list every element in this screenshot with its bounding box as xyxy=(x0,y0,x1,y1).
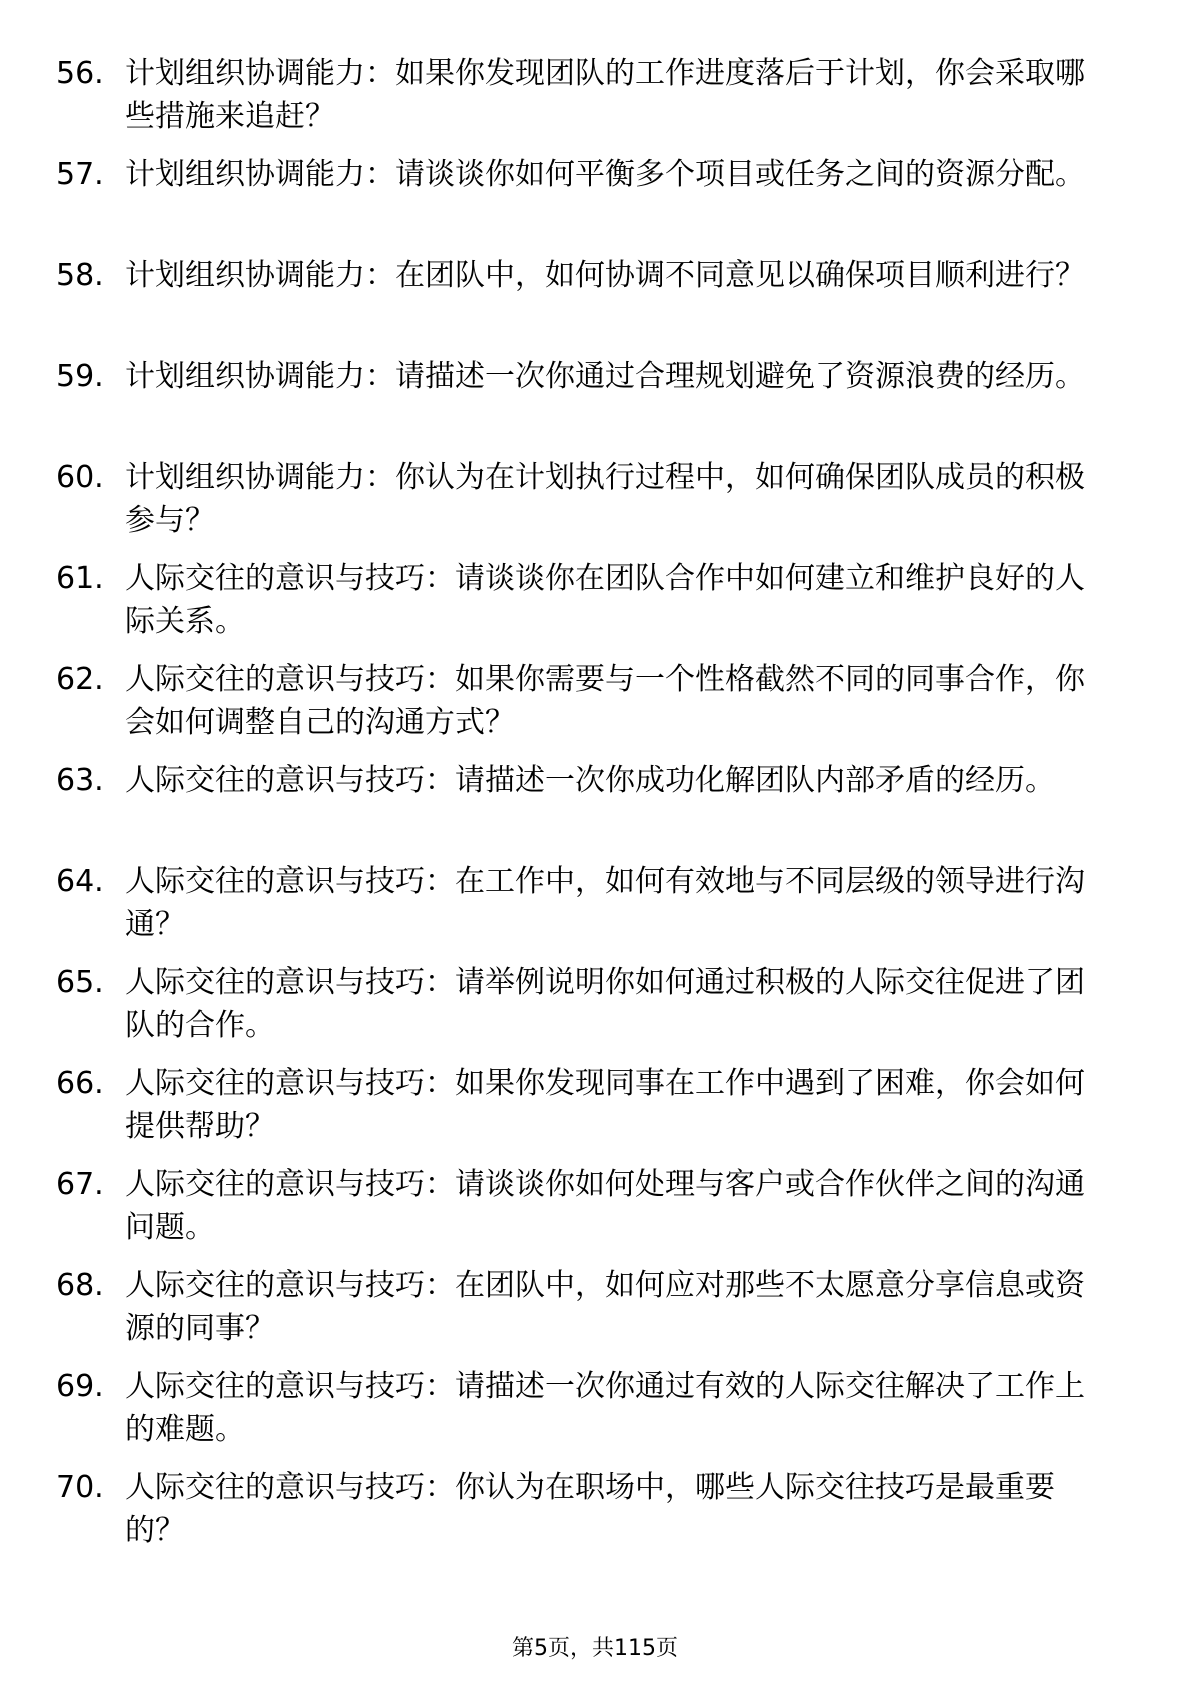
question-text: 计划组织协调能力：请谈谈你如何平衡多个项目或任务之间的资源分配。 xyxy=(125,157,1085,192)
question-item xyxy=(0,456,1190,557)
question-text: 人际交往的意识与技巧：在团队中，如何应对那些不太愿意分享信息或资源的同事？ xyxy=(125,1268,1085,1346)
question-item xyxy=(0,1365,1190,1466)
question-item xyxy=(0,557,1190,658)
question-number: 60. xyxy=(56,460,104,495)
question-number: 67. xyxy=(56,1167,104,1202)
question-number: 58. xyxy=(56,258,104,293)
question-item xyxy=(0,658,1190,759)
question-text: 人际交往的意识与技巧：如果你发现同事在工作中遇到了困难，你会如何提供帮助？ xyxy=(125,1066,1085,1144)
question-item xyxy=(0,355,1190,456)
question-number: 56. xyxy=(56,56,104,91)
question-text: 人际交往的意识与技巧：你认为在职场中，哪些人际交往技巧是最重要的？ xyxy=(125,1470,1055,1548)
question-number: 64. xyxy=(56,864,104,899)
question-item xyxy=(0,52,1190,153)
question-text: 计划组织协调能力：你认为在计划执行过程中，如何确保团队成员的积极参与？ xyxy=(125,460,1085,538)
question-number: 66. xyxy=(56,1066,104,1101)
question-text: 计划组织协调能力：如果你发现团队的工作进度落后于计划，你会采取哪些措施来追赶？ xyxy=(125,56,1085,134)
question-number: 70. xyxy=(56,1470,104,1505)
question-item xyxy=(0,961,1190,1062)
question-number: 59. xyxy=(56,359,104,394)
question-text: 人际交往的意识与技巧：请谈谈你在团队合作中如何建立和维护良好的人际关系。 xyxy=(125,561,1085,639)
question-item xyxy=(0,153,1190,254)
question-text: 计划组织协调能力：在团队中，如何协调不同意见以确保项目顺利进行？ xyxy=(125,258,1085,293)
question-text: 计划组织协调能力：请描述一次你通过合理规划避免了资源浪费的经历。 xyxy=(125,359,1085,394)
question-number: 61. xyxy=(56,561,104,596)
question-number: 57. xyxy=(56,157,104,192)
question-item xyxy=(0,254,1190,355)
question-item xyxy=(0,759,1190,860)
question-number: 63. xyxy=(56,763,104,798)
question-item xyxy=(0,860,1190,961)
question-text: 人际交往的意识与技巧：在工作中，如何有效地与不同层级的领导进行沟通？ xyxy=(125,864,1085,942)
question-item xyxy=(0,1466,1190,1567)
page-number: 第5页，共115页 xyxy=(512,1636,678,1661)
question-item xyxy=(0,1163,1190,1264)
question-text: 人际交往的意识与技巧：请谈谈你如何处理与客户或合作伙伴之间的沟通问题。 xyxy=(125,1167,1085,1245)
question-item xyxy=(0,1062,1190,1163)
question-text: 人际交往的意识与技巧：如果你需要与一个性格截然不同的同事合作，你会如何调整自己的沟通方式？ xyxy=(125,662,1085,740)
question-number: 65. xyxy=(56,965,104,1000)
question-number: 68. xyxy=(56,1268,104,1303)
question-number: 69. xyxy=(56,1369,104,1404)
question-list xyxy=(0,52,1190,1567)
question-item xyxy=(0,1264,1190,1365)
question-text: 人际交往的意识与技巧：请描述一次你成功化解团队内部矛盾的经历。 xyxy=(125,763,1055,798)
question-text: 人际交往的意识与技巧：请举例说明你如何通过积极的人际交往促进了团队的合作。 xyxy=(125,965,1085,1043)
question-text: 人际交往的意识与技巧：请描述一次你通过有效的人际交往解决了工作上的难题。 xyxy=(125,1369,1085,1447)
question-number: 62. xyxy=(56,662,104,697)
